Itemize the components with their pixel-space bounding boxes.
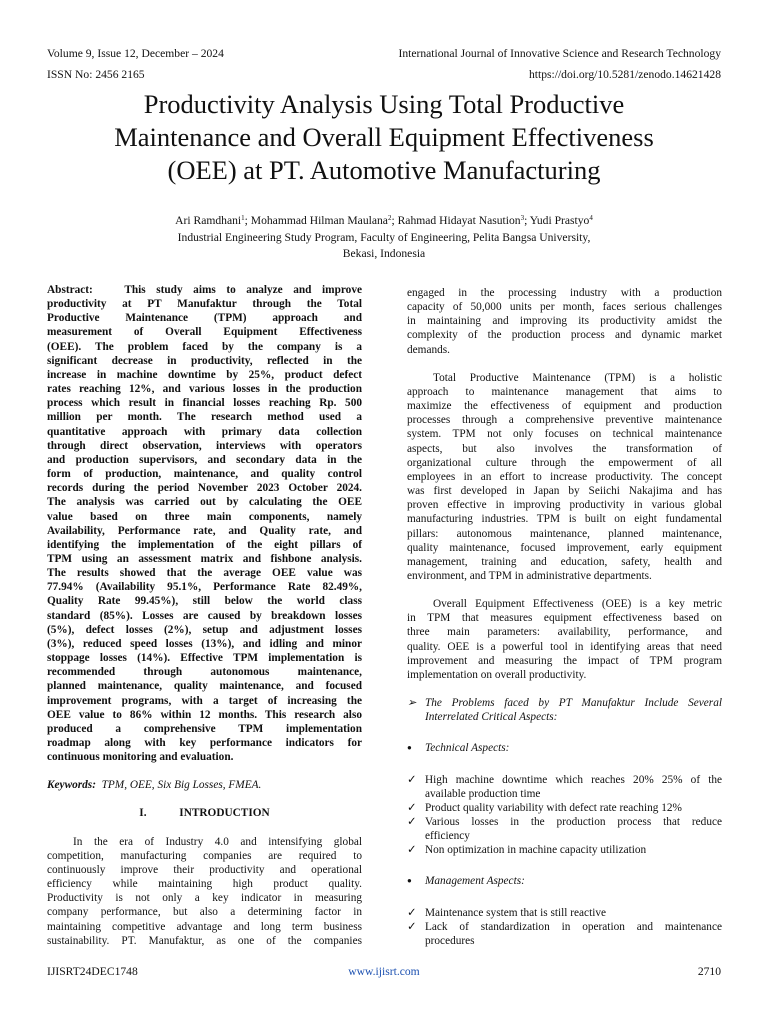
abstract-line: productivity at PT Manufaktur through the Total [47, 298, 362, 311]
heading-text: Technical Aspects: [425, 742, 510, 755]
abstract-line: form of production, maintenance, and quality control [47, 468, 362, 481]
body-line: company performance, but also a determining factor in [47, 906, 362, 919]
abstract-line: records during the period November 2023 October 2024. [47, 482, 362, 495]
list-item [407, 906, 722, 920]
website-link[interactable]: www.ijisrt.com [348, 965, 420, 978]
footer-page-number: 2710 [697, 965, 721, 978]
list-item [407, 920, 722, 948]
footer-website-link [0, 965, 768, 978]
body-line: quality maintenance, focused improvement, early equipment [407, 541, 722, 554]
abstract-line [47, 283, 362, 297]
body-line: system. TPM not only focuses on technical maintenance [407, 428, 722, 441]
abstract-line: (5%), defect losses (2%), setup and adjustment losses [47, 623, 362, 636]
keywords-text: TPM, OEE, Six Big Losses, FMEA. [101, 779, 262, 792]
affiliation-mark: 3 [520, 214, 525, 222]
body-line: demands. [407, 343, 450, 356]
left-column [47, 283, 362, 948]
abstract-line: continuous monitoring and evaluation. [47, 751, 234, 764]
abstract-line: identifying the implementation of the eight pillars of [47, 538, 362, 551]
author-name: Rahmad Hidayat Nasution [397, 214, 521, 227]
body-line: three main parameters: availability, performance, and [407, 626, 722, 639]
body-line: in TPM that measures equipment effectiveness based on [407, 612, 722, 625]
list-item-line: Maintenance system that is still reactive [425, 906, 607, 919]
affiliation-mark: 4 [589, 214, 593, 222]
author-block [40, 213, 728, 263]
author-name: Yudi Prastyo [529, 214, 590, 227]
technical-aspects-list [407, 773, 722, 858]
body-line: organizational culture through the empowerment of all [407, 456, 722, 469]
spacer [407, 756, 722, 773]
spacer [407, 857, 722, 874]
author-separator: ; [391, 214, 398, 227]
body-paragraph [407, 286, 722, 357]
body-line: environment, and TPM in administrative departments. [407, 569, 652, 582]
author-list [40, 213, 728, 230]
body-line: In the era of Industry 4.0 and intensifying global [73, 835, 362, 848]
list-item-line: Various losses in the production process that reduce [425, 816, 722, 828]
abstract-line: quantitative approach with primary data collection [47, 425, 362, 438]
abstract-line: Availability, Performance rate, and Quality rate, and [47, 524, 362, 537]
section-number: I. [139, 807, 147, 820]
abstract-line: TPM using an assessment matrix and fishbone analysis. [47, 552, 362, 565]
keywords-label: Keywords: [47, 779, 96, 792]
body-line: management, training and education, safety, health and [407, 555, 722, 568]
dot-bullet-icon: ● [407, 876, 412, 886]
body-paragraph [407, 371, 722, 583]
title-line: (OEE) at PT. Automotive Manufacturing [167, 155, 601, 185]
abstract-line: produced a comprehensive TPM implementation [47, 722, 362, 735]
abstract-line: Quality Rate 99.45%), still below the world class [47, 595, 362, 608]
heading-line: The Problems faced by PT Manufaktur Include Several [425, 697, 722, 710]
body-line: continuously improve their productivity and operational [47, 863, 362, 876]
abstract-line: through direct observation, interviews with operators [47, 439, 362, 452]
problems-heading [407, 696, 722, 724]
body-line: pillars: autonomous maintenance, planned maintenance, [407, 527, 722, 540]
body-line: improvement and measuring the impact of TPM program [407, 654, 722, 667]
body-line: employees in an effort to increase productivity. The concept [407, 470, 722, 483]
spacer [47, 792, 362, 806]
abstract-line: significant decrease in productivity, reflected in the [47, 354, 362, 367]
checkmark-icon: ✓ [407, 844, 417, 857]
right-column [407, 286, 722, 948]
spacer [407, 682, 722, 696]
body-line: sustainability. PT. Manufaktur, as one of the companies [47, 934, 362, 947]
affiliation-line: Bekasi, Indonesia [342, 247, 426, 260]
abstract-line: The results showed that the average OEE value was [47, 567, 362, 580]
list-item-line: efficiency [425, 830, 470, 843]
doi-link[interactable]: https://doi.org/10.5281/zenodo.14621428 [528, 68, 721, 81]
spacer [407, 583, 722, 597]
abstract [47, 283, 362, 764]
abstract-line: OEE value to 86% within 12 months. This research also [47, 708, 362, 721]
body-line: complexity of the production process and dynamic market [407, 329, 722, 342]
abstract-line: The analysis was carried out by calculating the OEE [47, 496, 362, 509]
title-line: Productivity Analysis Using Total Productive [143, 89, 625, 119]
spacer [407, 724, 722, 741]
technical-aspects-heading [407, 741, 722, 755]
checkmark-icon: ✓ [407, 816, 417, 828]
spacer [47, 821, 362, 835]
body-line: Productivity is not only a key indicator in measuring [47, 892, 362, 905]
list-item-line: available production time [425, 787, 541, 800]
abstract-line: 77.94% (Availability 95.1%, Performance Rate 82.49%, [47, 581, 362, 594]
body-line: capacity of 50,000 units per month, faces serious challenges [407, 301, 722, 314]
checkmark-icon: ✓ [407, 906, 417, 919]
list-item-line: High machine downtime which reaches 20% 25% of the [425, 773, 722, 786]
abstract-line: rates reaching 12%, and various losses in the production [47, 383, 362, 396]
paper-title [40, 88, 728, 187]
abstract-line: standard (85%). Losses are caused by breakdown losses [47, 609, 362, 622]
body-line: proven effective in improving productivity in various global [407, 499, 722, 512]
list-item-line: Lack of standardization in operation and maintenance [425, 920, 722, 933]
author-separator: ; [524, 214, 530, 227]
affiliation-line: Industrial Engineering Study Program, Faculty of Engineering, Pelita Bangsa University, [177, 230, 591, 244]
body-line: Overall Equipment Effectiveness (OEE) is a key metric [433, 598, 722, 611]
abstract-line: roadmap along with key performance indicators for [47, 737, 362, 749]
footer-paper-id: IJISRT24DEC1748 [47, 965, 138, 978]
abstract-line: improvement programs, with a target of increasing the [47, 694, 362, 707]
issn: ISSN No: 2456 2165 [47, 68, 145, 81]
abstract-line: stoppage losses (14%). Effective TPM implementation is [47, 652, 362, 665]
abstract-text: This study aims to analyze and improve [124, 284, 362, 296]
body-line: quality. OEE is a powerful tool in identifying areas that need [407, 640, 722, 653]
running-header-left [47, 43, 224, 85]
body-line: engaged in the processing industry with a production [407, 287, 722, 299]
author-name: Mohammad Hilman Maulana [250, 214, 388, 227]
abstract-line: process which result in financial losses reaching Rp. 500 [47, 397, 362, 410]
title-line: Maintenance and Overall Equipment Effectiveness [114, 122, 654, 152]
abstract-line: (3%), reduced speed losses (13%), and idling and minor [47, 637, 362, 650]
affiliation-mark: 2 [387, 214, 392, 222]
list-item-line: Non optimization in machine capacity utilization [425, 844, 647, 857]
body-line: manufacturing industries. TPM is built on eight fundamental [407, 513, 722, 526]
spacer [47, 764, 362, 778]
abstract-line: Productive Maintenance (TPM) approach and [47, 312, 362, 325]
management-aspects-heading [407, 874, 722, 888]
heading-text: Management Aspects: [425, 875, 525, 888]
keywords [47, 778, 362, 792]
body-line: maintaining competitive advantage and long term business [47, 920, 362, 933]
body-line: approach to maintenance management that aims to [407, 385, 722, 398]
abstract-line: and production supervisors, and secondary data in the [47, 453, 362, 466]
abstract-line: planned maintenance, quality maintenance, and focused [47, 680, 362, 693]
arrow-bullet-icon: ➢ [407, 697, 417, 710]
abstract-line: measurement of Overall Equipment Effectiveness [47, 326, 362, 339]
body-line: processes through a comprehensive preventive maintenance [407, 414, 722, 427]
list-item-line: procedures [425, 934, 475, 947]
list-item [407, 843, 722, 857]
abstract-line: recommended through autonomous maintenance, [47, 666, 362, 679]
abstract-line: million per month. The research method used a [47, 411, 362, 424]
author-name: Ari Ramdhani [175, 214, 242, 227]
heading-line: Interrelated Critical Aspects: [425, 711, 558, 724]
body-line: Total Productive Maintenance (TPM) is a holistic [433, 371, 722, 384]
management-aspects-list [407, 906, 722, 948]
checkmark-icon: ✓ [407, 773, 417, 786]
body-line: efficiency while maintaining high product quality. [47, 878, 362, 891]
section-heading [47, 806, 362, 820]
checkmark-icon: ✓ [407, 920, 417, 933]
dot-bullet-icon: ● [407, 743, 412, 753]
checkmark-icon: ✓ [407, 801, 417, 814]
author-separator: ; [244, 214, 251, 227]
list-item [407, 773, 722, 801]
body-line: was first developed in Japan by Seiichi Nakajima and has [407, 485, 722, 498]
section-title: INTRODUCTION [179, 807, 270, 820]
running-header-right [398, 43, 721, 85]
abstract-line: increase in machine downtime by 25%, product defect [47, 368, 362, 381]
intro-paragraph [47, 835, 362, 948]
list-item [407, 815, 722, 843]
body-line: implementation on overall productivity. [407, 668, 587, 681]
body-line: maximize the effectiveness of equipment and production [407, 400, 722, 413]
abstract-line: value based on three main components, namely [47, 510, 362, 523]
spacer [407, 357, 722, 371]
abstract-line: (OEE). The problem faced by the company is a [47, 340, 362, 353]
body-line: competition, manufacturing companies are required to [47, 849, 362, 862]
list-item [407, 801, 722, 815]
list-item-line: Product quality variability with defect rate reaching 12% [425, 801, 682, 814]
affiliation-mark: 1 [241, 214, 245, 222]
abstract-label: Abstract: [47, 284, 93, 296]
spacer [407, 889, 722, 906]
journal-name: International Journal of Innovative Science and Research Technology [398, 47, 721, 60]
body-line: in maintaining and improving its productivity amidst the [407, 315, 722, 328]
body-paragraph [407, 597, 722, 682]
body-line: aspects, but also involves the transformation of [407, 442, 722, 455]
issue-info: Volume 9, Issue 12, December – 2024 [47, 47, 224, 60]
